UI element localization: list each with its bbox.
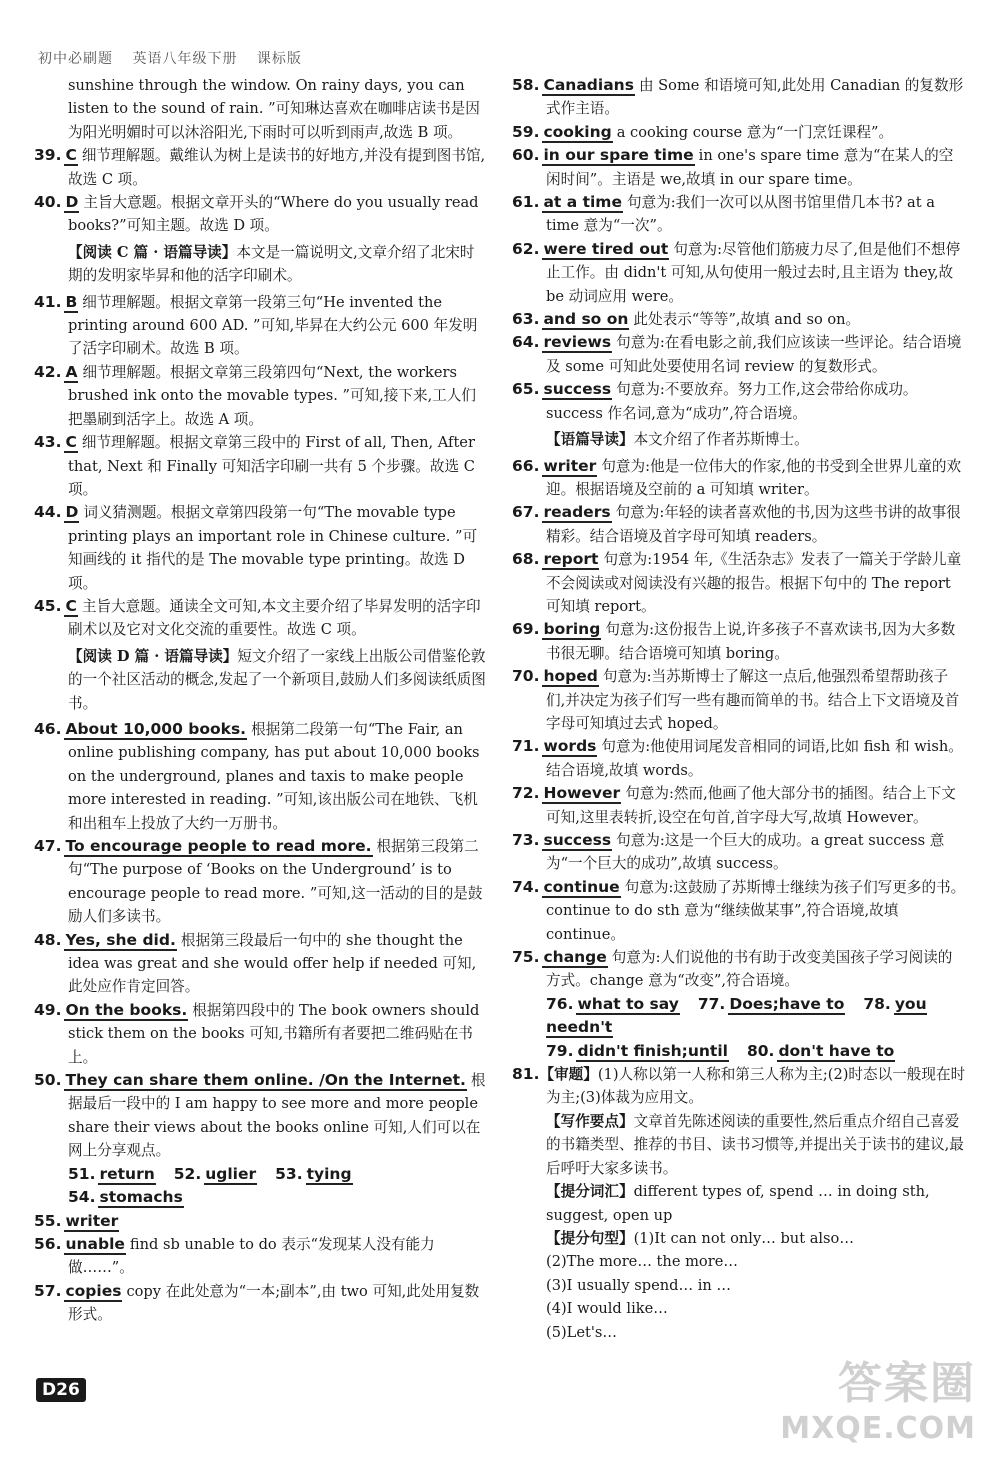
answer-item [34,191,486,238]
section-intro [34,241,486,288]
note-tag: 【写作要点】 [546,1112,634,1130]
question-number: 64. [512,333,540,352]
answer: you needn't [546,994,927,1037]
note-text: different types of, spend … in doing sth, suggest, open up [546,1183,930,1224]
explanation-text: 句意为:在看电影之前,我们应该读一些评论。结合语境及 some 可知此处要使用名词 review 的复数形式。 [546,334,962,375]
answer: report [543,550,599,569]
question-number: 40. [34,193,62,212]
note-text: (4)I would like… [546,1300,668,1318]
answer: C [65,146,77,165]
note-text: 文章首先陈述阅读的重要性,然后重点介绍自己喜爱的书籍类型、推荐的书目、读书习惯等,并提出关于读书的建议,最后呼吁大家多读书。 [546,1112,964,1177]
question-number: 55. [34,1211,62,1230]
writing-note [512,1321,966,1344]
question-number: 46. [34,719,62,738]
explanation-text: 主旨大意题。根据文章开头的“Where do you usually read books?”可知主题。故选 D 项。 [68,194,479,235]
answer: uglier [205,1164,257,1183]
answer-item [512,876,966,946]
answer-item [34,999,486,1069]
note-text: (5)Let's… [546,1323,617,1341]
question-number: 72. [512,784,540,803]
answer: what to say [577,994,679,1013]
question-number: 43. [34,433,62,452]
book-title: 英语八年级下册 [132,51,238,67]
answer: They can share them online. /On the Internet. [65,1071,466,1090]
answer: were tired out [543,239,669,258]
answer: in our spare time [543,146,694,165]
explanation-text: 句意为:这鼓励了苏斯博士继续为孩子们写更多的书。continue to do sth 意为“继续做某事”,符合语境,故填 continue。 [546,878,966,943]
section-text: 短文介绍了一家线上出版公司借鉴伦敦的一个社区活动的概念,发起了一个新项目,鼓励人们多阅读纸质图书。 [68,647,486,712]
answer-item [512,121,966,144]
question-number: 77. [697,994,726,1013]
explanation-text: 根据第二段第一句“The Fair, an online publishing company, has put about 10,000 books on the underground, planes and taxis to make people more interested in reading. ”可知,该出版公司在地铁、飞机和出租车上投放了大约一万册书。 [68,720,480,832]
question-number: 45. [34,596,62,615]
running-header [38,48,316,68]
answer-item [34,1210,486,1233]
question-number: 61. [512,193,540,212]
question-number: 53. [275,1164,303,1183]
answer: return [99,1164,155,1183]
question-number: 62. [512,239,540,258]
answer-item [34,835,486,929]
note-tag: 【提分句型】 [546,1229,634,1247]
explanation-text: 句意为:这是一个巨大的成功。a great success 意为“一个巨大的成功”,故填 success。 [546,832,945,873]
answer: Does;have to [729,994,845,1013]
answer: words [543,737,597,756]
question-number: 49. [34,1000,62,1019]
answer-item [512,548,966,618]
note-text: (3)I usually spend… in … [546,1276,732,1294]
answer-item [34,431,486,501]
explanation-text: 由 Some 和语境可知,此处用 Canadian 的复数形式作主语。 [546,77,964,118]
left-column [34,74,486,1327]
answer: don't have to [778,1041,895,1060]
question-number: 71. [512,737,540,756]
question-number: 50. [34,1071,62,1090]
answer: cooking [543,122,612,141]
answer: copies [65,1281,122,1300]
answer-item [512,618,966,665]
answer-item [34,718,486,835]
explanation-text: 细节理解题。根据文章第三段第四句“Next, the workers brushed ink onto the movable types. ”可知,接下来,工人们把墨刷到活字上。故选 A 项。 [68,363,476,428]
answer-row [512,993,966,1040]
question-number: 65. [512,380,540,399]
answer: unable [65,1234,125,1253]
page-number: D26 [36,1378,86,1402]
question-number: 56. [34,1234,62,1253]
answer: Yes, she did. [65,930,176,949]
question-number: 70. [512,667,540,686]
answer: continue [543,877,620,896]
note-tag: 【提分词汇】 [546,1183,634,1201]
answer: About 10,000 books. [65,719,247,738]
explanation-text: 句意为:他使用词尾发音相同的词语,比如 fish 和 wish。结合语境,故填 words。 [546,738,963,779]
explanation-text: (1)人称以第一人称和第三人称为主;(2)时态以一般现在时为主;(3)体裁为应用文。 [546,1066,966,1107]
writing-note [512,1274,966,1297]
answer-item [34,501,486,595]
section-tag: 【语篇导读】 [546,431,634,449]
answer-item [34,1280,486,1327]
note-text: (1)It can not only… but also… [633,1229,854,1247]
answer-item [34,1233,486,1280]
writing-note [512,1180,966,1227]
answer: D [65,193,79,212]
answer-item [34,929,486,999]
explanation-text: copy 在此处意为“一本;副本”,由 two 可知,此处用复数形式。 [68,1282,480,1324]
writing-note [512,1250,966,1273]
explanation-text: 根据第三段最后一句中的 she thought the idea was great and she would offer help if needed 可知,此处应作肯定回答。 [68,931,477,996]
question-number: 54. [68,1188,96,1207]
explanation-text: 根据第四段中的 The book owners should stick them on the books 可知,书籍所有者要把二维码贴在书上。 [68,1001,480,1066]
question-number: 42. [34,362,62,381]
answer: C [65,433,77,452]
section-text: 本文介绍了作者苏斯博士。 [633,431,809,449]
answer: didn't finish;until [577,1041,728,1060]
section-tag: 【阅读 C 篇 · 语篇导读】 [68,243,237,261]
answer: hoped [543,667,598,686]
answer: stomachs [99,1188,183,1207]
question-number: 78. [863,994,891,1013]
answer: C [65,596,77,615]
answer-item [34,595,486,642]
explanation-text: 句意为:然而,他画了他大部分书的插图。结合上下文可知,这里表转折,设空在句首,首字母大写,故填 However。 [546,785,956,826]
question-number: 59. [512,122,540,141]
explanation-continued [34,74,486,144]
answer-item [34,361,486,431]
question-number: 81. [512,1065,540,1084]
answer: However [543,784,621,803]
explanation-text: 句意为:不要放弃。努力工作,这会带给你成功。success 作名词,意为“成功”,符合语境。 [546,381,918,422]
question-number: 47. [34,837,62,855]
answer-row [34,1163,486,1210]
question-number: 58. [512,76,540,94]
edition-label: 课标版 [256,51,302,67]
question-number: 48. [34,930,62,949]
right-column [512,74,966,1344]
answer: writer [65,1211,119,1230]
answer: To encourage people to read more. [65,837,372,855]
answer: reviews [543,333,612,352]
answer: boring [543,620,601,639]
answer-item [512,1063,966,1110]
answer-item [512,665,966,735]
note-tag: 【审题】 [539,1066,598,1084]
explanation-text: 句意为:年轻的读者喜欢他的书,因为这些书讲的故事很精彩。结合语境及首字母可知填 readers。 [546,504,961,545]
answer-item [512,735,966,782]
explanation-text: find sb unable to do 表示“发现某人没有能力做……”。 [68,1235,435,1277]
watermark-en: MXQE.COM [780,1411,976,1446]
series-title: 初中必刷题 [38,51,113,67]
writing-note [512,1227,966,1250]
question-number: 57. [34,1281,62,1300]
question-number: 75. [512,948,540,967]
answer: readers [543,503,611,522]
explanation-text: 句意为:他是一位伟大的作家,他的书受到全世界儿童的欢迎。根据语境及空前的 a 可知填 writer。 [546,457,962,498]
question-number: 66. [512,456,540,475]
answer-item [34,291,486,361]
answer: and so on [543,310,629,329]
explanation-text: 句意为:尽管他们筋疲力尽了,但是他们不想停止工作。由 didn't 可知,从句使用一般过去时,且主语为 they,故 be 动词应用 were。 [546,240,961,305]
section-intro [34,645,486,715]
explanation-text: 细节理解题。根据文章第一段第三句“He invented the printing around 600 AD. ”可知,毕昇在大约公元 600 年发明了活字印刷术。故选 B 项。 [68,293,478,358]
explanation-text: 句意为:我们一次可以从图书馆里借几本书? at a time 意为“一次”。 [546,194,935,235]
question-number: 41. [34,292,62,311]
question-number: 69. [512,620,540,639]
writing-note [512,1110,966,1180]
answer-item [512,308,966,331]
question-number: 60. [512,146,540,165]
section-tag: 【阅读 D 篇 · 语篇导读】 [68,647,238,665]
question-number: 51. [68,1164,96,1183]
watermark-logo [780,1347,976,1446]
answer: change [543,948,607,967]
answer-item [512,501,966,548]
question-number: 52. [173,1164,202,1183]
explanation-text: 此处表示“等等”,故填 and so on。 [633,311,861,329]
question-number: 73. [512,831,540,849]
explanation-text: a cooking course 意为“一门烹饪课程”。 [616,123,894,141]
explanation-text: 主旨大意题。通读全文可知,本文主要介绍了毕昇发明的活字印刷术以及它对文化交流的重要性。故选 C 项。 [68,597,481,639]
explanation-text: 句意为:这份报告上说,许多孩子不喜欢读书,因为大多数书很无聊。结合语境可知填 boring。 [546,621,956,662]
answer-item [512,829,966,876]
answer: A [65,362,78,381]
question-number: 63. [512,310,540,329]
explanation-text: 句意为:1954 年,《生活杂志》发表了一篇关于学龄儿童不会阅读或对阅读没有兴趣的报告。根据下句中的 The report 可知填 report。 [546,551,962,615]
explanation-text: sunshine through the window. On rainy days, you can listen to the sound of rain. ”可知琳达喜欢在咖啡店读书是因为阳光明媚时可以沐浴阳光,下雨时可以听到雨声,故选 B 项。 [68,77,480,141]
question-number: 68. [512,550,540,569]
answer-row [512,1040,966,1063]
answer: tying [306,1164,352,1183]
question-number: 74. [512,877,540,896]
answer-item [512,946,966,993]
note-text: (2)The more… the more… [546,1253,738,1271]
answer-item [512,782,966,829]
answer-item [512,378,966,425]
section-text: 本文是一篇说明文,文章介绍了北宋时期的发明家毕昇和他的活字印刷术。 [68,243,475,285]
answer-item [34,1069,486,1163]
explanation-text: 细节理解题。戴维认为树上是读书的好地方,并没有提到图书馆,故选 C 项。 [68,147,486,188]
question-number: 79. [546,1041,574,1060]
explanation-text: 根据第三段第二句“The purpose of ‘Books on the Underground’ is to encourage people to read more. ”可知,这一活动的目的是鼓励人们多读书。 [68,838,483,926]
explanation-text: 细节理解题。根据文章第三段中的 First of all, Then, After that, Next 和 Finally 可知活字印刷一共有 5 个步骤。故选 C 项。 [68,434,475,498]
answer: B [65,292,78,311]
answer: Canadians [543,76,634,94]
answer-item [512,331,966,378]
question-number: 67. [512,503,540,522]
explanation-text: 句意为:人们说他的书有助于改变美国孩子学习阅读的方式。change 意为“改变”,符合语境。 [546,949,953,990]
answer-item [512,455,966,502]
question-number: 39. [34,146,62,165]
answer-item [512,191,966,238]
question-number: 44. [34,503,62,522]
explanation-text: 句意为:当苏斯博士了解这一点后,他强烈希望帮助孩子们,并决定为孩子们写一些有趣而简单的书。结合上下文语境及首字母可知填过去式 hoped。 [546,668,960,732]
explanation-text: 根据最后一段中的 I am happy to see more and more people share their views about the books online 可知,人们可以在网上分享观点。 [68,1072,486,1160]
section-intro [512,428,966,451]
answer-item [512,74,966,121]
answer: writer [543,456,597,475]
answer: success [543,380,612,399]
explanation-text: 词义猜测题。根据文章第四段第一句“The movable type printing plays an important role in Chinese culture. ”可知画线的 it 指代的是 The movable type printing。故选 D 项。 [68,504,478,592]
answer: at a time [543,193,622,212]
answer-item [512,238,966,308]
answer: success [543,831,612,849]
watermark-cn: 答案圈 [838,1358,976,1409]
answer: D [65,503,79,522]
question-number: 76. [546,994,574,1013]
question-number: 80. [746,1041,775,1060]
writing-note [512,1297,966,1320]
answer: On the books. [65,1000,188,1019]
answer-item [34,144,486,191]
answer-item [512,144,966,191]
explanation-text: in one's spare time 意为“在某人的空闲时间”。主语是 we,故填 in our spare time。 [546,147,954,188]
